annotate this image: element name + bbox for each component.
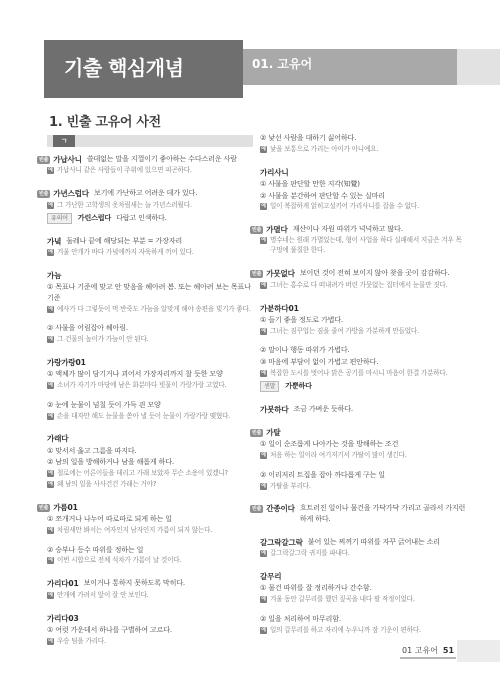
page-number: 51 xyxy=(442,646,455,655)
example-text: 그녀는 홍수로 다 떠내려가 버린 가뭇없는 집터에서 눈물만 짓다. xyxy=(270,280,448,289)
example-icon: 예 xyxy=(48,305,53,312)
sense-definition: ③ 마음에 부담이 없이 가볍고 편안하다. xyxy=(260,357,379,367)
example-icon: 예 xyxy=(261,482,266,489)
example-icon: 예 xyxy=(48,480,53,487)
entry-headline xyxy=(39,188,253,199)
example-sentence xyxy=(260,595,466,605)
sense-definition: ② 승부나 등수 따위를 정하는 일 xyxy=(47,544,144,554)
sense-definition: ② 이리저리 트집을 잡아 까다롭게 구는 일 xyxy=(260,469,385,479)
related-headword: 가뿐하다 xyxy=(285,380,312,390)
example-icon: 예 xyxy=(48,557,53,564)
example-icon: 예 xyxy=(48,526,53,533)
example-text: 낯을 보통으로 가리는 아이가 아니예요. xyxy=(270,144,379,153)
sense-definition: ① 들기 좋을 정도로 가볍다. xyxy=(260,314,343,324)
frequent-badge: 빈출 xyxy=(252,271,262,278)
section-title: 1. 빈출 고유어 사전 xyxy=(49,115,161,130)
sense-definition: ① 쪼개거나 나누어 따로따로 되게 하는 일 xyxy=(47,514,172,524)
entry-headline xyxy=(252,427,466,438)
example-sentence xyxy=(47,166,253,176)
headword: 가리사니 xyxy=(260,167,289,177)
headword: 가름01 xyxy=(53,502,78,512)
example-text: 겨울 안개가 바다 가녘에까지 자욱하게 끼어 있다. xyxy=(57,247,194,256)
headword: 가납사니 xyxy=(53,155,82,164)
dictionary-entry xyxy=(260,571,466,605)
entry-headline xyxy=(260,167,466,178)
related-headword: 가린스럽다 xyxy=(77,212,112,222)
footer-underline xyxy=(400,657,456,659)
definition: 조금 가벼운 듯하다. xyxy=(293,403,353,413)
dictionary-entry xyxy=(260,303,466,337)
example-text: 소녀가 자기가 마당에 남은 화분마다 빗물이 가랑가랑 고였다. xyxy=(57,380,227,389)
entry-headline xyxy=(47,613,253,624)
example-text: 철로에는 어른이들을 데리고 가래 보았자 무슨 소용이 있겠니? xyxy=(57,469,228,478)
example-text: 일이 복잡하게 얽히고설키어 가리사니를 잡을 수 없다. xyxy=(270,202,420,211)
entry-continuation xyxy=(260,614,466,636)
related-tag: 센말 xyxy=(260,381,279,392)
example-text: 손을 대자만 해도 눈물을 쏟아 낼 듯이 눈물이 가랑가랑 맺혔다. xyxy=(57,411,231,420)
example-icon: 예 xyxy=(48,470,53,477)
entry-headline xyxy=(47,270,253,281)
example-sentence xyxy=(260,327,466,337)
example-text: 일의 갈무리를 하고 자리에 누우니까 잠 기운이 편하다. xyxy=(270,625,421,634)
example-sentence xyxy=(47,248,253,258)
example-text: 이번 시합으로 전체 석차가 가름이 날 것이다. xyxy=(57,556,182,565)
dictionary-entry xyxy=(47,236,253,258)
sense-definition: ① 액체가 많이 담기거나 괴어서 가장자리까지 찰 듯한 모양 xyxy=(47,369,223,379)
dictionary-entry xyxy=(39,188,253,223)
example-sentence xyxy=(47,412,253,422)
example-icon: 예 xyxy=(261,452,266,459)
example-text: 그녀는 짐꾸업는 짐을 줄여 가방을 가분하게 만들었다. xyxy=(270,326,420,335)
related-word xyxy=(260,381,466,392)
entry-headline xyxy=(47,578,253,589)
entry-headline xyxy=(260,404,466,415)
example-icon: 예 xyxy=(48,201,53,208)
right-column xyxy=(252,133,466,648)
headword: 가리다03 xyxy=(47,613,79,623)
example-text: 그 가난한 고학생의 옷차림새는 늘 가년스러웠다. xyxy=(57,200,192,209)
entry-continuation xyxy=(260,345,466,391)
example-icon: 예 xyxy=(261,596,266,603)
footer-edge-strip xyxy=(457,640,500,662)
example-icon: 예 xyxy=(261,203,266,210)
sense-definition: ① 물건 따위를 잘 정리하거나 간수함. xyxy=(260,583,372,593)
example-sentence xyxy=(260,281,466,291)
sense-definition: ① 일이 순조롭게 나아가는 것을 방해하는 조건 xyxy=(260,439,399,449)
example-text: 겨울 동안 갈무리를 했던 짚곡을 내다 팔 작정이었다. xyxy=(270,595,415,604)
example-icon: 예 xyxy=(48,336,53,343)
headword: 가년스럽다 xyxy=(53,189,89,199)
dictionary-entry xyxy=(47,433,253,489)
example-sentence xyxy=(47,556,253,566)
sense-definition: ② 사물을 분간하여 판단할 수 있는 실마리 xyxy=(260,190,385,200)
definition: 재산이나 자원 따위가 넉넉하고 많다. xyxy=(292,224,403,234)
example-text: 안개에 가려서 앞이 잘 안 보인다. xyxy=(57,590,149,599)
example-icon: 예 xyxy=(261,327,266,334)
dictionary-entry xyxy=(39,502,253,536)
example-sentence xyxy=(47,335,253,345)
example-icon: 예 xyxy=(261,626,266,633)
frequent-badge: 빈출 xyxy=(39,191,49,198)
example-sentence xyxy=(260,549,466,559)
example-icon: 예 xyxy=(48,381,53,388)
example-icon: 예 xyxy=(261,145,266,152)
dictionary-entry xyxy=(252,427,466,461)
dictionary-entry xyxy=(252,268,466,290)
footer-label: 01 고유어 xyxy=(402,646,438,655)
left-column xyxy=(39,135,253,659)
example-sentence xyxy=(47,637,253,647)
sense-definition: ② 말이나 행동 따위가 가볍다. xyxy=(260,345,350,355)
related-word xyxy=(47,213,253,224)
dictionary-entry xyxy=(260,167,466,213)
example-icon: 예 xyxy=(261,281,266,288)
entry-headline xyxy=(252,268,466,279)
example-sentence xyxy=(47,381,253,391)
example-icon: 예 xyxy=(48,412,53,419)
definition: 흐트러진 일이나 물건을 가닥가닥 가리고 골라서 가지런하게 하다. xyxy=(299,503,466,524)
initial-bar xyxy=(47,135,253,147)
headword: 가멸다 xyxy=(266,225,288,235)
dictionary-entry xyxy=(47,578,253,600)
example-sentence xyxy=(260,202,466,212)
entry-headline xyxy=(260,537,466,548)
example-icon: 예 xyxy=(261,550,266,557)
example-text: 가납사니 같은 사람들이 주위에 있으면 피곤하다. xyxy=(57,166,192,175)
example-icon: 예 xyxy=(48,591,53,598)
definition: 보이거나 통하지 못하도록 막히다. xyxy=(83,578,185,588)
headword: 가래다 xyxy=(47,434,69,444)
definition: 둘레나 끝에 해당되는 부분 = 가장자리 xyxy=(66,235,183,245)
headword: 가뭇없다 xyxy=(266,269,295,279)
sense-definition: ② 낯선 사람을 대하기 싫어하다. xyxy=(260,133,357,142)
dictionary-entry xyxy=(252,224,466,256)
header-edge-strip xyxy=(457,49,500,85)
headword: 가붓하다 xyxy=(260,404,289,414)
example-text: 예사가 다 그렇듯이 먹 반죽도 가늠을 알맞게 해야 송편을 빚기가 좋다. xyxy=(57,304,251,313)
example-icon: 예 xyxy=(48,167,53,174)
entry-continuation xyxy=(47,545,253,567)
headword: 간종이다 xyxy=(266,504,295,514)
headword: 가녘 xyxy=(47,236,62,246)
headword: 가탈 xyxy=(266,428,281,438)
example-sentence xyxy=(260,451,466,461)
related-definition: 다랍고 인색하다. xyxy=(116,212,167,222)
example-sentence xyxy=(47,591,253,601)
page-title: 기출 핵심개념 xyxy=(64,56,184,80)
example-icon: 예 xyxy=(261,369,266,376)
chapter-title: 01. 고유어 xyxy=(252,57,313,71)
sense-definition: ② 일을 처리하여 마무리함. xyxy=(260,613,341,623)
frequent-badge: 빈출 xyxy=(252,506,262,513)
example-sentence xyxy=(260,369,466,379)
example-text: 차림새만 봐서는 여자인지 남자인지 가름이 되지 않는다. xyxy=(57,525,213,534)
headword: 갈무리 xyxy=(260,572,282,582)
example-sentence xyxy=(260,626,466,636)
headword: 갈그락갈그락 xyxy=(260,537,303,547)
example-text: 처음 하는 일이라 여기저기서 가탈이 많이 생긴다. xyxy=(270,451,407,460)
headword: 가리다01 xyxy=(47,579,79,589)
sense-definition: ① 사물을 판단할 만한 지각(知覺) xyxy=(260,178,360,188)
dictionary-entry xyxy=(260,404,466,415)
entry-headline xyxy=(39,502,253,513)
frequent-badge: 빈출 xyxy=(252,430,262,437)
sense-definition: ② 남의 일을 방해하거나 남을 해롭게 하다. xyxy=(47,457,174,467)
example-text: 갈그락갈그락 귀지를 파내다. xyxy=(270,549,350,558)
sense-definition: ① 목표나 기준에 맞고 안 맞음을 헤아려 봄. 또는 헤아려 보는 목표나 기준 xyxy=(47,282,251,302)
definition: 보기에 가난하고 어려운 데가 있다. xyxy=(93,188,198,198)
example-text: 그 건물의 높이가 가늠이 안 된다. xyxy=(57,335,149,344)
example-icon: 예 xyxy=(48,637,53,644)
dictionary-entry xyxy=(47,613,253,647)
entry-headline xyxy=(260,303,466,314)
entry-headline xyxy=(252,224,466,235)
entry-headline xyxy=(252,503,466,524)
definition: 붙어 있는 찌꺼기 따위를 자꾸 긁어내는 소리 xyxy=(307,536,440,546)
example-text: 복잡한 도시를 벗어나 맑은 공기를 마시니 마음이 한결 가분하다. xyxy=(270,368,448,377)
frequent-badge: 빈출 xyxy=(252,227,262,234)
dictionary-entry xyxy=(39,154,253,176)
definition: 보이던 것이 전혀 보이지 않아 찾을 곳이 감감하다. xyxy=(299,268,450,278)
example-text: 명수네는 원래 가멸었는데, 형이 사업을 하다 실패해서 지금은 겨우 목구멍에 풀칠한 한다. xyxy=(270,236,462,255)
entry-continuation xyxy=(260,470,466,492)
example-icon: 예 xyxy=(48,248,53,255)
entry-headline xyxy=(47,433,253,444)
sense-definition: ② 사물을 어림잡아 헤아림. xyxy=(47,323,128,333)
entry-headline xyxy=(47,357,253,368)
initial-letter: ㄱ xyxy=(53,135,75,147)
example-icon: 예 xyxy=(261,237,266,244)
dictionary-entry xyxy=(252,503,466,524)
entry-headline xyxy=(47,236,253,247)
entry-headline xyxy=(39,154,253,165)
dictionary-entry xyxy=(47,270,253,315)
example-text: 우승 팀을 가리다. xyxy=(57,636,106,645)
entry-continuation xyxy=(260,133,466,155)
example-sentence xyxy=(260,482,466,492)
example-sentence xyxy=(47,526,253,536)
frequent-badge: 빈출 xyxy=(39,504,49,511)
example-sentence xyxy=(47,469,253,479)
entry-headline xyxy=(260,571,466,582)
example-sentence xyxy=(47,305,253,315)
headword: 가분하다01 xyxy=(260,303,299,313)
entry-continuation xyxy=(47,400,253,422)
headword: 가늠 xyxy=(47,270,62,280)
sense-definition: ② 눈에 눈물이 넘칠 듯이 가득 괸 모양 xyxy=(47,399,161,409)
example-text: 가탈을 부리다. xyxy=(270,481,311,490)
page-footer xyxy=(402,645,454,656)
dictionary-entry xyxy=(260,537,466,559)
sense-definition: ① 맞서서 옳고 그름을 따지다. xyxy=(47,445,137,455)
example-sentence xyxy=(47,480,253,490)
related-tag: 유의어 xyxy=(47,213,72,224)
sense-definition: ① 여럿 가운데서 하나를 구별하여 고르다. xyxy=(47,624,172,634)
entry-continuation xyxy=(47,323,253,345)
example-sentence xyxy=(260,145,466,155)
example-sentence xyxy=(260,236,466,256)
frequent-badge: 빈출 xyxy=(39,157,49,163)
headword: 가랑가랑01 xyxy=(47,357,86,367)
example-sentence xyxy=(47,201,253,211)
dictionary-entry xyxy=(47,357,253,391)
example-text: 왜 남의 일을 사사건건 가래는 거야? xyxy=(57,479,157,488)
definition: 쓸데없는 말을 지껄이기 좋아하는 수다스러운 사람 xyxy=(86,154,237,163)
